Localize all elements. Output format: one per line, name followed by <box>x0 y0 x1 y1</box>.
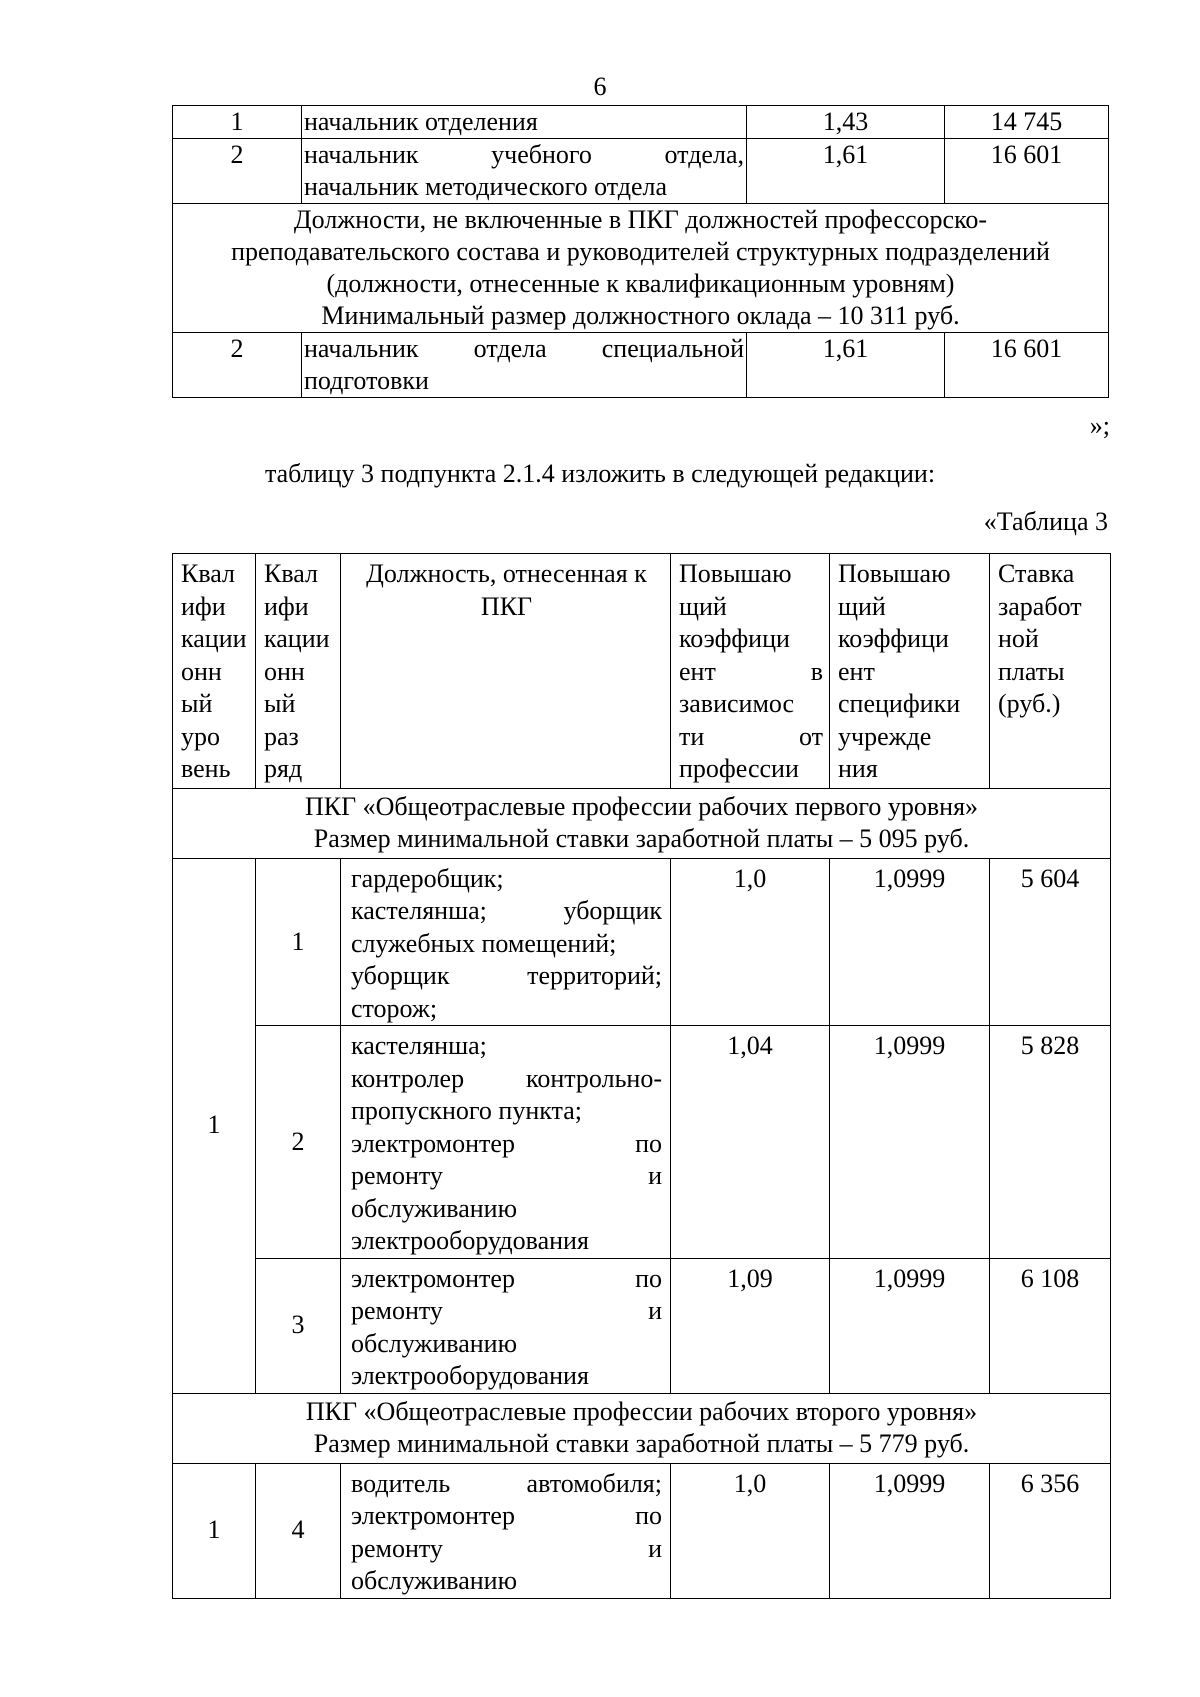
wage-rate: 5 828 <box>990 1026 1111 1259</box>
table-row <box>173 333 1109 398</box>
header-specifics-coefficient: Повышаю щий коэффици ент специфики учрежде ния <box>830 554 990 789</box>
table-row <box>173 1026 1111 1259</box>
row-number: 2 <box>173 139 302 204</box>
row-number: 2 <box>173 333 302 398</box>
specifics-coefficient: 1,0999 <box>830 858 990 1026</box>
table-row <box>173 139 1109 204</box>
table-label: «Таблица 3 <box>983 507 1108 536</box>
header-wage-rate: Ставка заработ ной платы (руб.) <box>990 554 1111 789</box>
coefficient: 1,43 <box>747 106 945 139</box>
page-number: 6 <box>593 72 607 101</box>
section-heading: Должности, не включенные в ПКГ должностей профессорско- преподавательского состава и руководителей структурных подразделений (должности, отнесенные к квалификационным уровням) Минимальный размер должностного оклада – 10 311 руб. <box>173 204 1109 333</box>
qualification-grade: 2 <box>256 1026 341 1259</box>
table-row <box>173 1463 1111 1598</box>
wage-rate: 6 108 <box>990 1258 1111 1393</box>
salary: 14 745 <box>945 106 1109 139</box>
group-heading-level-2: ПКГ «Общеотраслевые профессии рабочих второго уровня» Размер минимальной ставки заработной платы – 5 779 руб. <box>173 1393 1111 1463</box>
qualification-grade: 1 <box>256 858 341 1026</box>
position-list: гардеробщик; кастелянша; уборщик служебных помещений; уборщик территорий; сторож; <box>341 858 671 1026</box>
table-row <box>173 1258 1111 1393</box>
group-heading-level-1: ПКГ «Общеотраслевые профессии рабочих первого уровня» Размер минимальной ставки заработной платы – 5 095 руб. <box>173 788 1111 858</box>
position-list: электромонтер по ремонту и обслуживанию электрооборудования <box>341 1258 671 1393</box>
header-row <box>173 554 1111 789</box>
group-header-row <box>173 1393 1111 1463</box>
position-list: водитель автомобиля; электромонтер по ремонту и обслуживанию <box>341 1463 671 1598</box>
position-list: кастелянша; контролер контрольно- пропускного пункта; электромонтер по ремонту и обслуживанию электрооборудования <box>341 1026 671 1259</box>
qualification-grade: 4 <box>256 1463 341 1598</box>
profession-coefficient: 1,0 <box>671 858 830 1026</box>
row-number: 1 <box>173 106 302 139</box>
position-name: начальник учебного отдела, начальник методического отдела <box>302 139 747 204</box>
group-header-row <box>173 788 1111 858</box>
table-row <box>173 858 1111 1026</box>
closing-quote: »; <box>1089 411 1110 440</box>
profession-coefficient: 1,04 <box>671 1026 830 1259</box>
positions-table-continuation <box>172 105 1109 398</box>
section-header-row <box>173 204 1109 333</box>
table-row <box>173 106 1109 139</box>
salary: 16 601 <box>945 333 1109 398</box>
instruction-paragraph: таблицу 3 подпункта 2.1.4 изложить в следующей редакции: <box>264 459 936 488</box>
profession-coefficient: 1,09 <box>671 1258 830 1393</box>
qualification-level: 1 <box>173 858 256 1393</box>
header-profession-coefficient: Повышаю щий коэффици ент в зависимос ти от профессии <box>671 554 830 789</box>
position-name: начальник отдела специальной подготовки <box>302 333 747 398</box>
specifics-coefficient: 1,0999 <box>830 1026 990 1259</box>
salary: 16 601 <box>945 139 1109 204</box>
qualification-level: 1 <box>173 1463 256 1598</box>
header-qualification-level: Квал ифи кации онн ый уро вень <box>173 554 256 789</box>
wage-rate: 5 604 <box>990 858 1111 1026</box>
qualification-grade: 3 <box>256 1258 341 1393</box>
wage-rate: 6 356 <box>990 1463 1111 1598</box>
specifics-coefficient: 1,0999 <box>830 1258 990 1393</box>
header-qualification-grade: Квал ифи кации онн ый раз ряд <box>256 554 341 789</box>
coefficient: 1,61 <box>747 333 945 398</box>
position-name: начальник отделения <box>302 106 747 139</box>
header-position: Должность, отнесенная к ПКГ <box>341 554 671 789</box>
coefficient: 1,61 <box>747 139 945 204</box>
table-3 <box>172 553 1111 1599</box>
profession-coefficient: 1,0 <box>671 1463 830 1598</box>
specifics-coefficient: 1,0999 <box>830 1463 990 1598</box>
